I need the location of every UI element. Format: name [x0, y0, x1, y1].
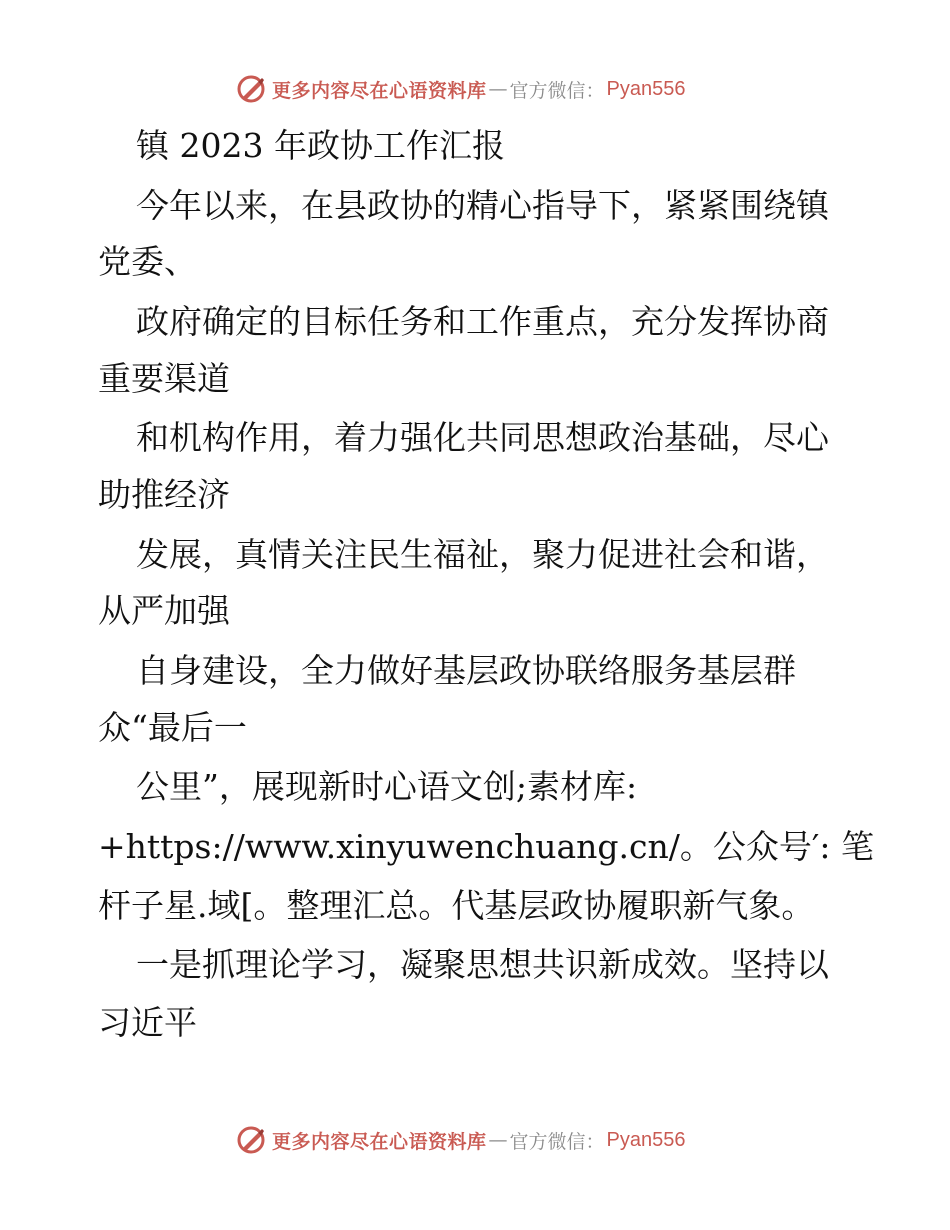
paragraph-line: 党委、 [98, 242, 197, 281]
watermark-wechat-id: Pyan556 [606, 1128, 686, 1151]
paragraph-line: 习近平 [98, 1003, 197, 1042]
pen-logo-icon [236, 74, 266, 104]
watermark-footer [236, 1123, 686, 1157]
watermark-main-text: 更多内容尽在心语资料库 [272, 1130, 487, 1153]
paragraph-line: 众“最后一 [98, 708, 247, 747]
paragraph-line: 一是抓理论学习，凝聚思想共识新成效。坚持以 [136, 945, 829, 984]
paragraph-line: +https://www.xinyuwenchuang.cn/。公众号′: 笔 [98, 827, 874, 866]
paragraph-line: 助推经济 [98, 475, 230, 514]
watermark-main-text: 更多内容尽在心语资料库 [272, 79, 487, 102]
paragraph-line: 重要渠道 [98, 359, 230, 398]
watermark-header [236, 72, 686, 106]
watermark-dash: — [488, 1129, 508, 1151]
watermark-dash: — [488, 78, 508, 100]
paragraph-line: 杆子星.域[。整理汇总。代基层政协履职新气象。 [98, 886, 815, 925]
pen-logo-icon [236, 1125, 266, 1155]
paragraph-line: 发展，真情关注民生福祉，聚力促进社会和谐， [136, 535, 829, 574]
paragraph-line: 公里”，展现新时心语文创;素材库: [136, 767, 638, 806]
watermark-wechat-id: Pyan556 [606, 77, 686, 100]
paragraph-line: 自身建设，全力做好基层政协联络服务基层群 [136, 651, 796, 690]
watermark-sub-text: 官方微信： [509, 1130, 605, 1153]
paragraph-line: 和机构作用，着力强化共同思想政治基础，尽心 [136, 418, 829, 457]
watermark-sub-text: 官方微信： [509, 79, 605, 102]
paragraph-line: 今年以来，在县政协的精心指导下，紧紧围绕镇 [136, 186, 829, 225]
paragraph-line: 政府确定的目标任务和工作重点，充分发挥协商 [136, 302, 829, 341]
paragraph-line: 从严加强 [98, 591, 230, 630]
document-title: 镇 2023 年政协工作汇报 [136, 126, 505, 165]
